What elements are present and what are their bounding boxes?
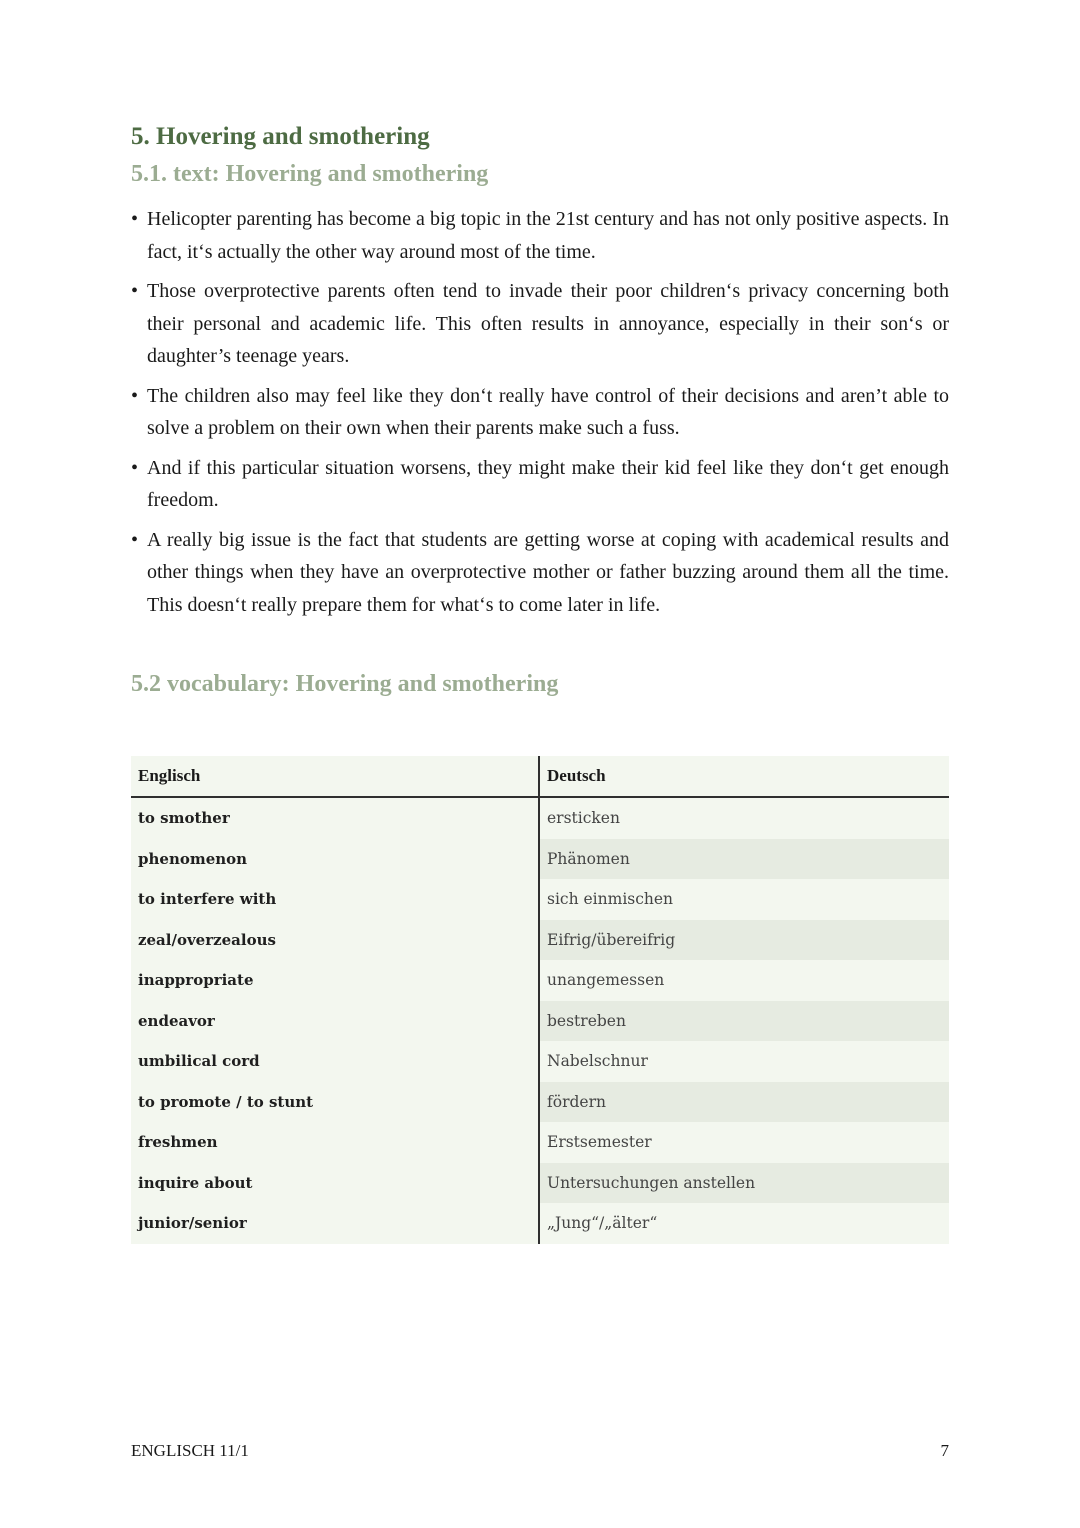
german-term: bestreben [539,1001,949,1042]
list-item: • Helicopter parenting has become a big topic in the 21st century and has not only positive aspects. In fact, it‘s actually the other way around most of the time. [131,203,949,268]
page-number: 7 [940,1441,949,1460]
vocab-table [131,756,949,1244]
german-term: Untersuchungen anstellen [539,1163,949,1204]
table-row [131,797,949,839]
bullet-icon: • [131,456,139,479]
table-row [131,1203,949,1244]
column-header-english: Englisch [131,756,539,797]
german-term: sich einmischen [539,879,949,920]
bullet-icon: • [131,280,139,302]
bullet-icon: • [131,528,139,551]
list-item: • A really big issue is the fact that students are getting worse at coping with academical results and other things when they have an overprotective mother or father buzzing around them all the time. This doesn‘t really prepare them for what‘s to come later in life. [131,524,949,622]
table-row [131,1082,949,1123]
english-term: freshmen [131,1122,539,1163]
vocab-heading: 5.2 vocabulary: Hovering and smothering [131,671,559,697]
table-header-row [131,756,949,797]
english-term: endeavor [131,1001,539,1042]
german-term: ersticken [539,797,949,839]
table-row [131,920,949,961]
table-row [131,1163,949,1204]
table-row [131,1001,949,1042]
english-term: phenomenon [131,839,539,880]
german-term: Eifrig/übereifrig [539,920,949,961]
german-term: Phänomen [539,839,949,880]
bullet-icon: • [131,384,139,407]
english-term: inquire about [131,1163,539,1204]
column-header-german: Deutsch [539,756,949,797]
bullet-list [131,203,949,628]
english-term: inappropriate [131,960,539,1001]
list-item: • And if this particular situation worsens, they might make their kid feel like they don‘t get enough freedom. [131,452,949,517]
list-item: • Those overprotective parents often tend to invade their poor children‘s privacy concerning both their personal and academic life. This often results in annoyance, especially in their son‘s or daughter’s teenage years. [131,275,949,373]
list-item: • The children also may feel like they don‘t really have control of their decisions and aren’t able to solve a problem on their own when their parents make such a fuss. [131,380,949,445]
table-row [131,960,949,1001]
table-row [131,1122,949,1163]
english-term: to interfere with [131,879,539,920]
footer-course-label: ENGLISCH 11/1 [131,1441,249,1460]
english-term: to smother [131,797,539,839]
english-term: umbilical cord [131,1041,539,1082]
table-row [131,1041,949,1082]
german-term: unangemessen [539,960,949,1001]
bullet-icon: • [131,208,139,230]
german-term: fördern [539,1082,949,1123]
section-title: 5. Hovering and smothering [131,123,430,150]
english-term: zeal/overzealous [131,920,539,961]
german-term: Erstsemester [539,1122,949,1163]
text-heading: 5.1. text: Hovering and smothering [131,161,489,187]
table-row [131,839,949,880]
table-row [131,879,949,920]
english-term: to promote / to stunt [131,1082,539,1123]
english-term: junior/senior [131,1203,539,1244]
german-term: „Jung“/„älter“ [539,1203,949,1244]
german-term: Nabelschnur [539,1041,949,1082]
